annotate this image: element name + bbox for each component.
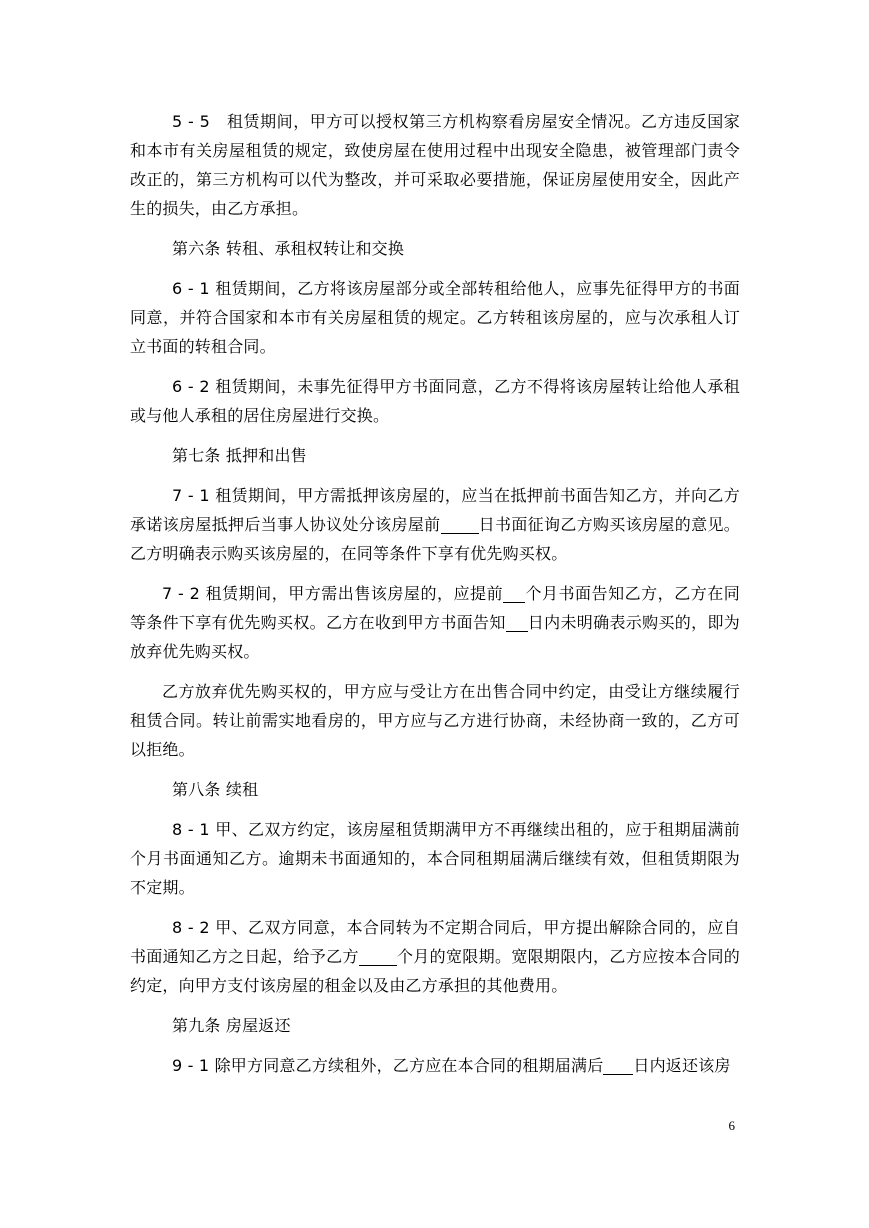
document-body xyxy=(130,107,740,1091)
blank-line xyxy=(359,947,397,966)
article-7-heading: 第七条 抵押和出售 xyxy=(172,446,307,465)
clause-7-2-part-1: 7 - 2 租赁期间，甲方需出售该房屋的，应提前 xyxy=(162,584,504,603)
article-8-heading: 第八条 续租 xyxy=(172,780,259,799)
clause-8-1: 8 - 1 甲、乙双方约定，该房屋租赁期满甲方不再继续出租的，应于租期届满前个月书面通知乙方。逾期未书面通知的，本合同租期届满后继续有效，但租赁期限为不定期。 xyxy=(130,820,740,897)
clause-9-1 xyxy=(130,1051,740,1080)
clause-7-2 xyxy=(130,579,740,666)
clause-9-1-part-2: 日内返还该房 xyxy=(633,1056,731,1075)
blank-line xyxy=(603,1056,633,1075)
clause-9-1-part-1: 9 - 1 除甲方同意乙方续租外，乙方应在本合同的租期届满后 xyxy=(172,1056,604,1075)
page-number: 6 xyxy=(728,1118,735,1133)
clause-6-2: 6 - 2 租赁期间，未事先征得甲方书面同意，乙方不得将该房屋转让给他人承租或与他人承租的居住房屋进行交换。 xyxy=(130,377,740,425)
blank-line xyxy=(503,584,525,603)
clause-6-1: 6 - 1 租赁期间，乙方将该房屋部分或全部转租给他人，应事先征得甲方的书面同意，并符合国家和本市有关房屋租赁的规定。乙方转租该房屋的，应与次承租人订立书面的转租合同。 xyxy=(130,279,740,356)
clause-8-2-part-1: 8 - 2 甲、乙双方同意，本合同转为不定期合同后，甲方提出解除合同的，应自书面通知乙方之日起，给予乙方 xyxy=(130,918,740,966)
blank-line xyxy=(506,613,528,632)
clause-7-1-part-2: 日书面征询乙方购买该房屋的意见。乙方明确表示购买该房屋的，在同等条件下享有优先购买权。 xyxy=(130,515,740,563)
article-6-heading: 第六条 转租、承租权转让和交换 xyxy=(172,239,405,258)
clause-7-2-part-2: 个月书面告知乙方，乙方在同等条件下享有优先购买权。乙方在收到甲方书面告知 xyxy=(130,584,740,632)
clause-7-1-part-1: 7 - 1 租赁期间，甲方需抵押该房屋的，应当在抵押前书面告知乙方，并向乙方承诺该房屋抵押后当事人协议处分该房屋前 xyxy=(130,486,740,534)
clause-5-5: 5 - 5 租赁期间，甲方可以授权第三方机构察看房屋安全情况。乙方违反国家和本市有关房屋租赁的规定，致使房屋在使用过程中出现安全隐患，被管理部门责令改正的，第三方机构可以代为整改，并可采取必要措施，保证房屋使用安全，因此产生的损失，由乙方承担。 xyxy=(130,112,740,218)
clause-8-2 xyxy=(130,913,740,1000)
clause-7-1 xyxy=(130,481,740,568)
blank-line xyxy=(441,515,479,534)
clause-7-3: 乙方放弃优先购买权的，甲方应与受让方在出售合同中约定，由受让方继续履行租赁合同。转让前需实地看房的，甲方应与乙方进行协商，未经协商一致的，乙方可以拒绝。 xyxy=(130,682,740,759)
article-9-heading: 第九条 房屋返还 xyxy=(172,1016,291,1035)
clause-8-2-part-2: 个月的宽限期。宽限期限内，乙方应按本合同的约定，向甲方支付该房屋的租金以及由乙方承担的其他费用。 xyxy=(130,947,740,995)
clause-7-2-part-3: 日内未明确表示购买的，即为放弃优先购买权。 xyxy=(130,613,740,661)
